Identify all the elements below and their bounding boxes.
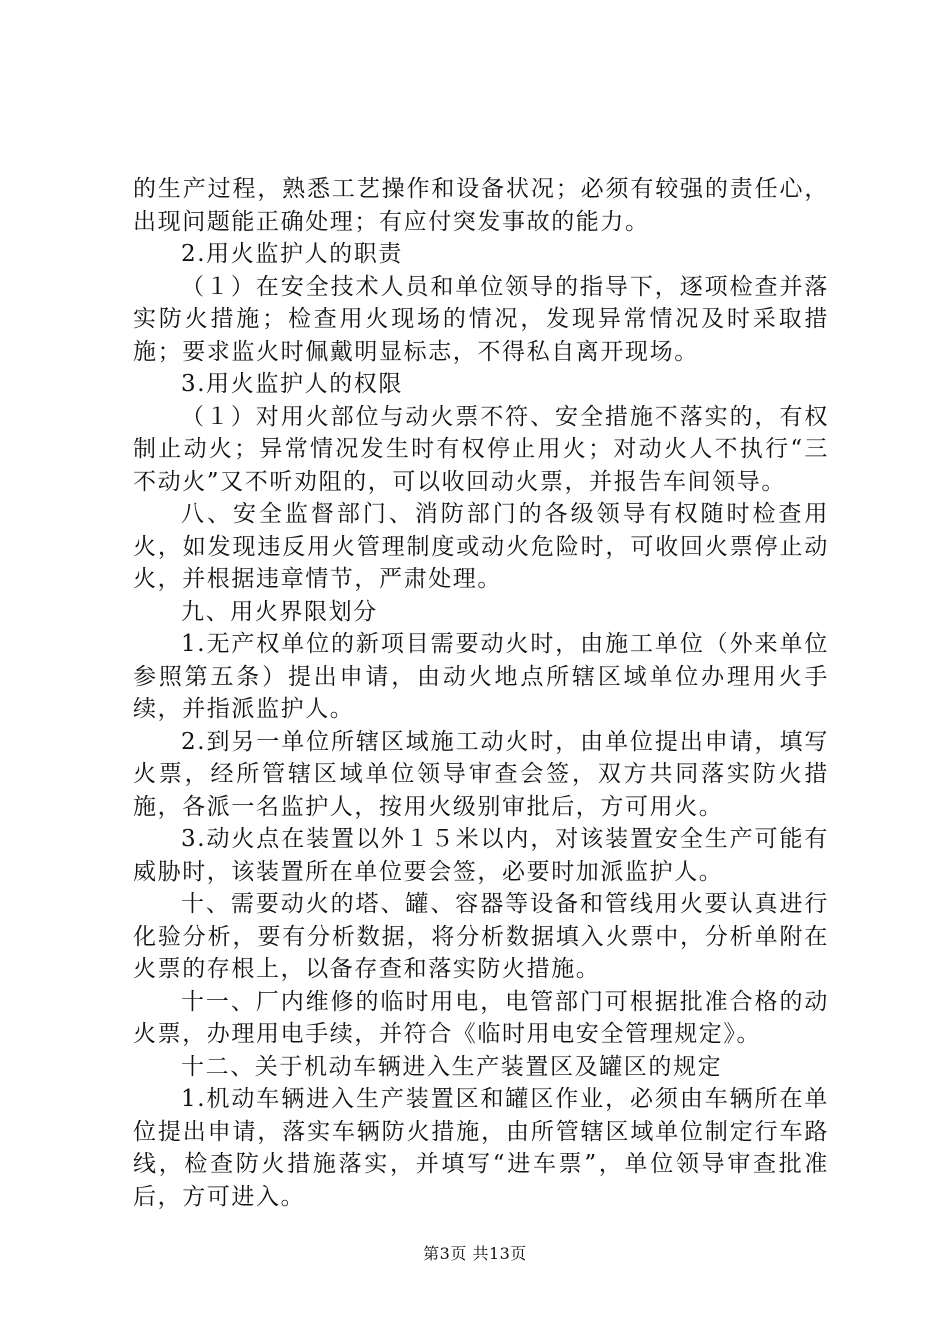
paragraph-9: 2.到另一单位所辖区域施工动火时，由单位提出申请，填写火票，经所管辖区域单位领导审查会签，双方共同落实防火措施，各派一名监护人，按用火级别审批后，方可用火。	[133, 728, 829, 820]
page-number-label: 第3页 共13页	[423, 1244, 527, 1263]
paragraph-7-heading: 九、用火界限划分	[181, 598, 378, 625]
paragraph-13-heading: 十二、关于机动车辆进入生产装置区及罐区的规定	[181, 1053, 723, 1080]
paragraph-2-heading: 2.用火监护人的职责	[181, 241, 403, 267]
page-footer	[0, 1244, 950, 1264]
paragraph-12: 十一、厂内维修的临时用电，电管部门可根据批准合格的动火票，办理用电手续，并符合《临时用电安全管理规定》。	[133, 988, 829, 1047]
paragraph-5: （１）对用火部位与动火票不符、安全措施不落实的，有权制止动火；异常情况发生时有权停止用火；对动火人不执行“三不动火”又不听劝阻的，可以收回动火票，并报告车间领导。	[133, 403, 829, 495]
paragraph-1: 的生产过程，熟悉工艺操作和设备状况；必须有较强的责任心，出现问题能正确处理；有应付突发事故的能力。	[133, 176, 829, 235]
paragraph-14: 1.机动车辆进入生产装置区和罐区作业，必须由车辆所在单位提出申请，落实车辆防火措施，由所管辖区域单位制定行车路线，检查防火措施落实，并填写“进车票”，单位领导审查批准后，方可进入。	[133, 1086, 829, 1210]
paragraph-11: 十、需要动火的塔、罐、容器等设备和管线用火要认真进行化验分析，要有分析数据，将分析数据填入火票中，分析单附在火票的存根上，以备存查和落实防火措施。	[133, 891, 829, 982]
paragraph-8: 1.无产权单位的新项目需要动火时，由施工单位（外来单位参照第五条）提出申请，由动火地点所辖区域单位办理用火手续，并指派监护人。	[133, 631, 829, 722]
document-body	[133, 173, 829, 1213]
paragraph-3: （１）在安全技术人员和单位领导的指导下，逐项检查并落实防火措施；检查用火现场的情况，发现异常情况及时采取措施；要求监火时佩戴明显标志，不得私自离开现场。	[133, 273, 829, 365]
paragraph-4-heading: 3.用火监护人的权限	[181, 371, 403, 397]
paragraph-6: 八、安全监督部门、消防部门的各级领导有权随时检查用火，如发现违反用火管理制度或动火危险时，可收回火票停止动火，并根据违章情节，严肃处理。	[133, 501, 829, 592]
paragraph-10: 3.动火点在装置以外１５米以内，对该装置安全生产可能有威胁时，该装置所在单位要会签，必要时加派监护人。	[133, 826, 829, 885]
